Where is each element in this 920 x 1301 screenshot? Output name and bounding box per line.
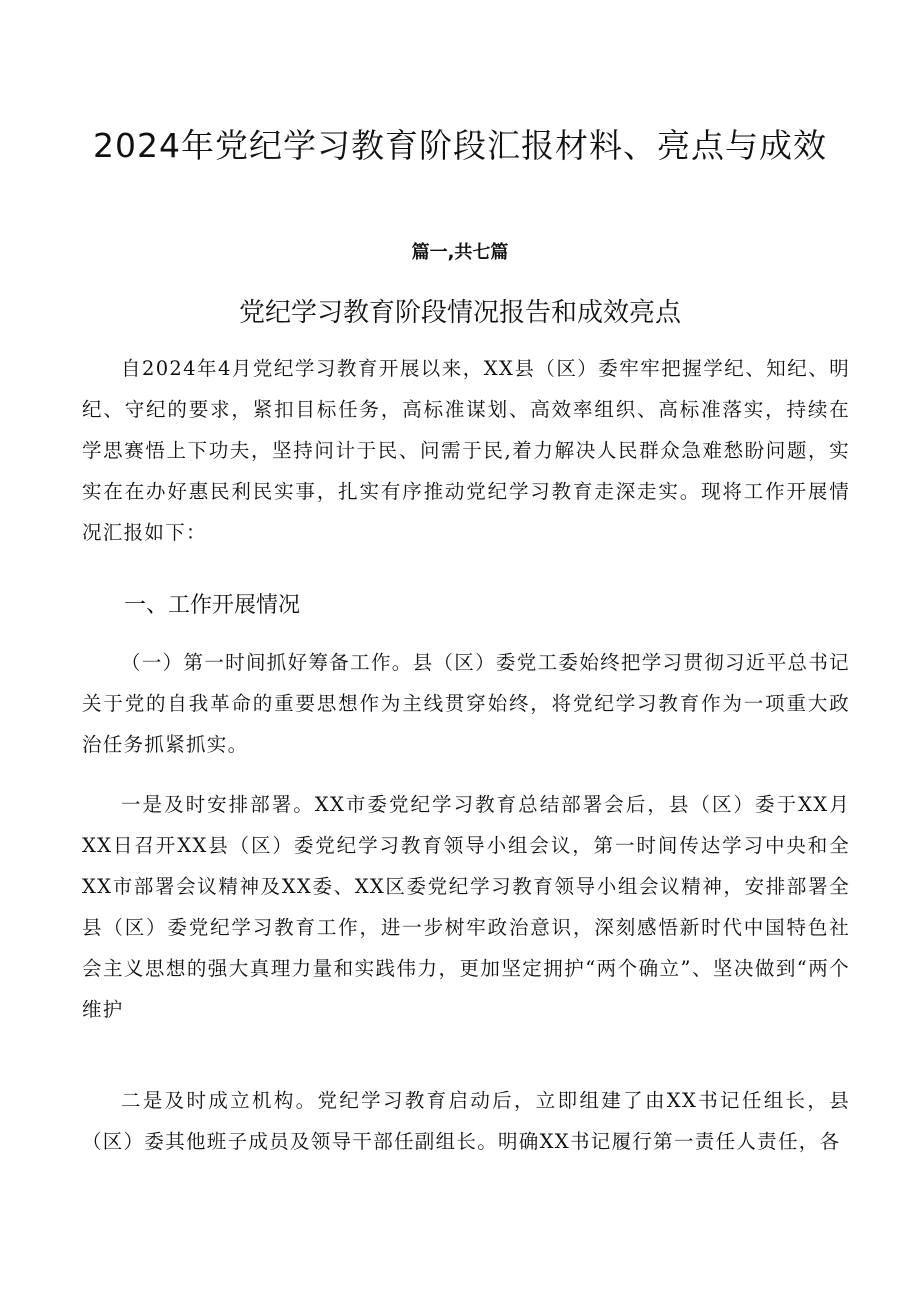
subsection-paragraph: （一）第一时间抓好筹备工作。县（区）委党工委始终把学习贯彻习近平总书记关于党的自我革命的重要思想作为主线贯穿始终，将党纪学习教育作为一项重大政治任务抓紧抓实。	[82, 651, 850, 756]
part-label: 篇一,共七篇	[411, 242, 509, 263]
point-paragraph-2: 二是及时成立机构。党纪学习教育启动后，立即组建了由XX书记任组长，县（区）委其他班子成员及领导干部任副组长。明确XX书记履行第一责任人责任，各	[82, 1089, 850, 1153]
point-paragraph-1: 一是及时安排部署。XX市委党纪学习教育总结部署会后，县（区）委于XX月XX日召开XX县（区）委党纪学习教育领导小组会议，第一时间传达学习中央和全XX市部署会议精神及XX委、XX区委党纪学习教育领导小组会议精神，安排部署全县（区）委党纪学习教育工作，进一步树牢政治意识，深刻感悟新时代中国特色社会主义思想的强大真理力量和实践伟力，更加坚定拥护“两个确立”、坚决做到“两个维护	[82, 793, 850, 1021]
document-title: 2024年党纪学习教育阶段汇报材料、亮点与成效	[93, 126, 827, 165]
document-subtitle: 党纪学习教育阶段情况报告和成效亮点	[238, 298, 681, 328]
section-heading: 一、工作开展情况	[124, 593, 301, 618]
intro-paragraph: 自2024年4月党纪学习教育开展以来，XX县（区）委牢牢把握学纪、知纪、明纪、守纪的要求，紧扣目标任务，高标准谋划、高效率组织、高标准落实，持续在学思赛悟上下功夫，坚持问计于民、问需于民,着力解决人民群众急难愁盼问题，实实在在办好惠民利民实事，扎实有序推动党纪学习教育走深走实。现将工作开展情况汇报如下：	[82, 357, 850, 544]
